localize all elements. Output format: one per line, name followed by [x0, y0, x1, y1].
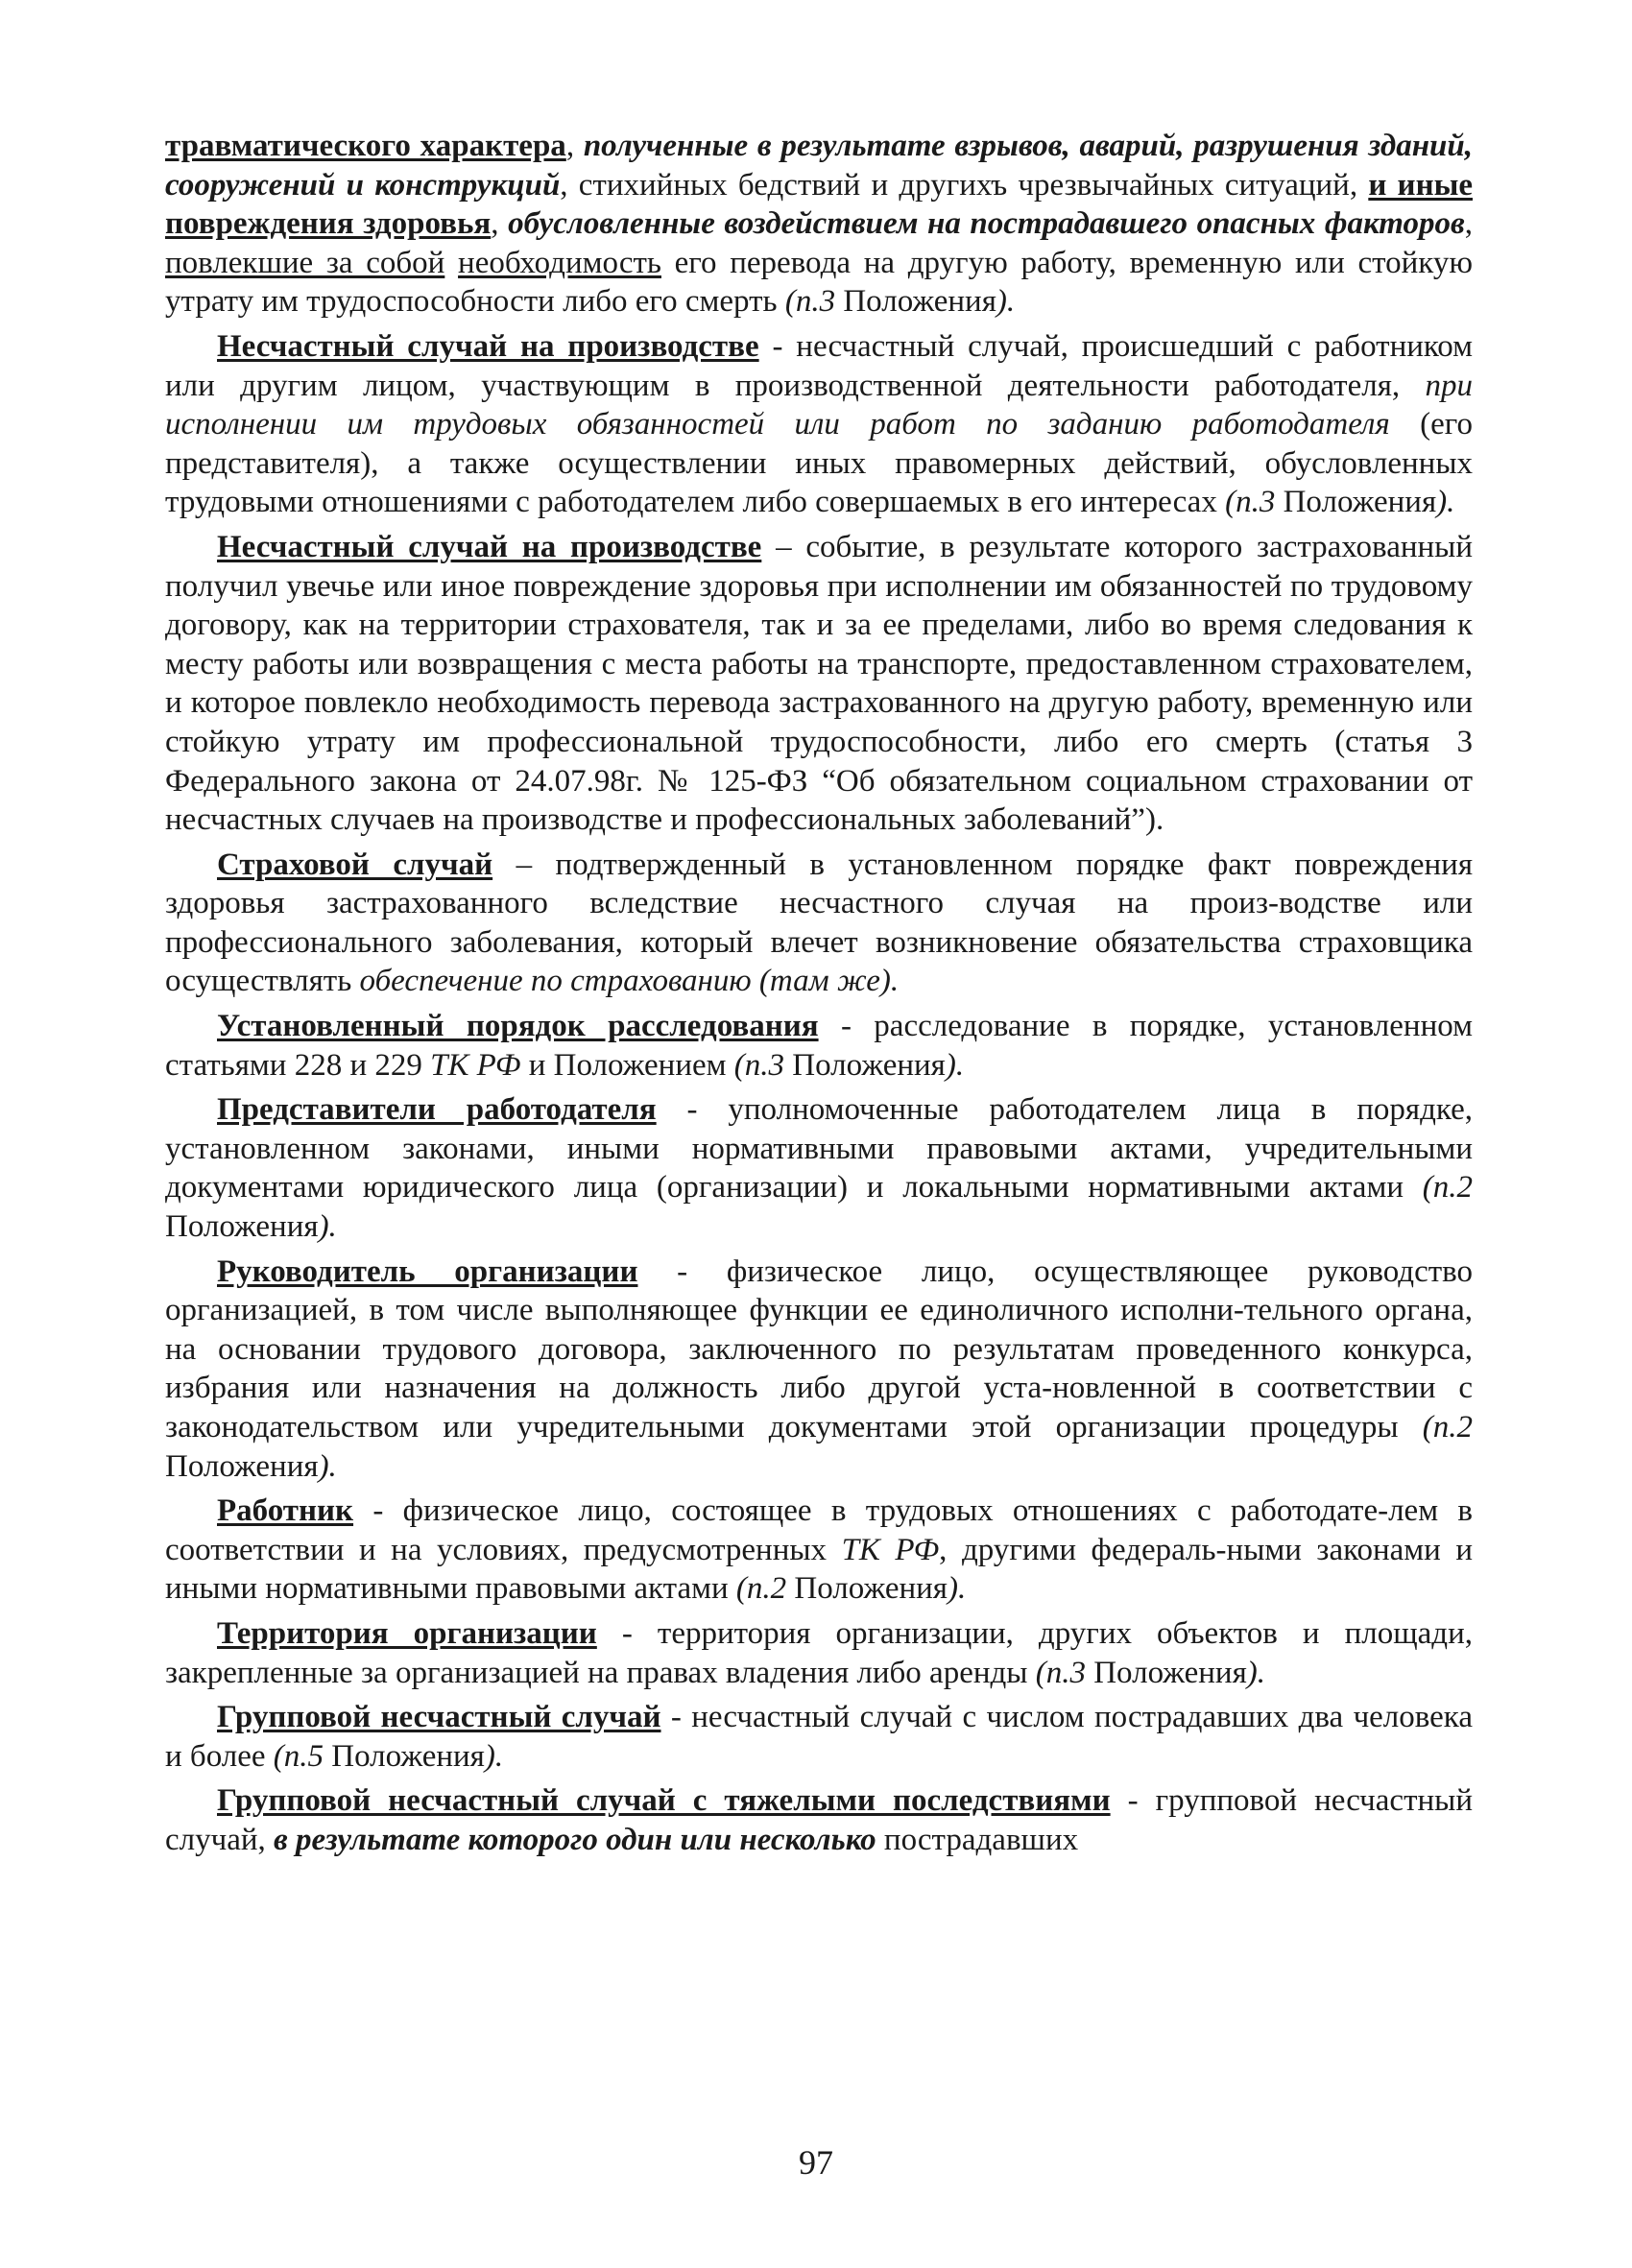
page-number: 97 — [799, 2143, 833, 2182]
term-organization-territory: Территория организации — [217, 1615, 597, 1651]
text-italic: обусловленные воздействием на пострадавшего опасных факторов — [508, 206, 1465, 242]
paragraph-group-accident — [165, 1698, 1473, 1776]
paragraph-accident-at-work — [165, 327, 1473, 522]
text: – подтвержденный в установленном порядке факт повреждения здоровья застрахованного вследствие несчастного случая на произ-водстве или профессионального заболевания, который влечет возникновение обязательства страховщика осуществлять — [165, 847, 1474, 999]
text-italic: обеспечение по страхованию (там же). — [359, 964, 900, 999]
reference-text: Положения — [786, 1571, 948, 1607]
paragraph-accident-at-work-insurance — [165, 528, 1473, 840]
term-accident-at-work: Несчастный случай на производстве — [217, 529, 762, 564]
text: – событие, в результате которого застрахованный получил увечье или иное повреждение здоровья при исполнении им обязанностей по трудовому договору, как на территории страхователя, так и за ее пределами, либо во время следования к месту работы или возвращения с места работы на транспорте, предоставленном страхователем, и которое повлекло необходимость перевода застрахованного на другую работу, временную или стойкую утрату им профессиональной трудоспособности, либо его смерть (статья 3 Федерального закона от 24.07.98г. № 125-ФЗ “Об обязательном социальном страховании от несчастных случаев на производстве и профессиональных заболеваний”). — [165, 529, 1473, 838]
paragraph-organization-head — [165, 1253, 1473, 1487]
text-italic: ТК РФ — [430, 1047, 521, 1083]
text: пострадавших — [876, 1822, 1079, 1857]
text-underlined: необходимость — [458, 245, 661, 280]
text: , другими федераль-ными законами и иными нормативными правовыми актами — [165, 1532, 1474, 1607]
text: и Положением — [520, 1047, 734, 1083]
term-group-accident: Групповой несчастный случай — [217, 1700, 661, 1735]
reference: (п.3 — [1035, 1655, 1086, 1690]
text-italic: полученные в результате взрывов, аварий, разрушения зданий, сооружений и конструкций — [165, 129, 1474, 203]
text-underlined: повлекшие за собой — [165, 245, 445, 280]
text: , стихийных бедствий и другихъ чрезвычайных ситуаций, — [560, 167, 1369, 203]
text: - групповой несчастный случай, — [165, 1783, 1473, 1857]
text: - уполномоченные работодателем лица в порядке, установленном законами, иными нормативными правовыми актами, учредительными документами юридического лица (организации) и локальными нормативными актами — [165, 1092, 1473, 1206]
term-other-injuries: и иные повреждения здоровья — [165, 167, 1473, 242]
reference-text: Положения — [165, 1209, 319, 1245]
reference-text: Положения — [784, 1047, 946, 1083]
text: - физическое лицо, состоящее в трудовых отношениях с работодате-лем в соответствии и на условиях, предусмотренных — [165, 1493, 1473, 1567]
reference: (п.2 — [735, 1571, 787, 1607]
paragraph-group-accident-severe — [165, 1781, 1473, 1859]
reference-text: Положения — [1275, 485, 1437, 520]
term-group-accident-severe: Групповой несчастный случай с тяжелыми последствиями — [217, 1783, 1111, 1819]
reference-text: Положения — [324, 1738, 485, 1774]
term-insured-event: Страховой случай — [217, 847, 493, 882]
document-page — [165, 127, 1473, 1866]
text: - территория организации, других объектов и площади, закрепленные за организацией на правах владения либо аренды — [165, 1615, 1473, 1690]
reference-text: Положения — [835, 284, 996, 320]
text — [444, 246, 458, 280]
reference: (п.3 — [733, 1047, 785, 1083]
reference: (п.2 — [1422, 1170, 1473, 1206]
reference: (п.3 — [1225, 485, 1276, 520]
paragraph-investigation-procedure — [165, 1007, 1473, 1085]
paragraph-employer-representatives — [165, 1090, 1473, 1246]
text: - физическое лицо, осуществляющее руководство организацией, в том числе выполняющее функции ее единоличного исполни-тельного органа, на основании трудового договора, заключенного по результатам проведенного конкурса, избрания или назначения на должность либо другой уста-новленной в соответствии с законодательством или учредительными документами этой организации процедуры — [165, 1253, 1473, 1444]
term-accident-at-work: Несчастный случай на производстве — [217, 328, 759, 364]
term-employer-representatives: Представители работодателя — [217, 1092, 657, 1128]
term-employee: Работник — [217, 1493, 354, 1529]
text: - расследование в порядке, установленном статьями 228 и 229 — [165, 1009, 1474, 1083]
reference-text: Положения — [165, 1448, 319, 1484]
reference-close: ). — [947, 1571, 967, 1607]
text: его перевода на другую работу, временную или стойкую утрату им трудоспособности либо его смерть — [165, 245, 1473, 320]
reference-close: ). — [1246, 1655, 1266, 1690]
text-italic: ТК РФ — [841, 1532, 940, 1567]
reference-close: ). — [484, 1738, 504, 1774]
text: - несчастный случай, происшедший с работником или другим лицом, участвующим в производственной деятельности работодателя, — [165, 328, 1473, 403]
paragraph-employee — [165, 1492, 1473, 1609]
reference-text: Положения — [1085, 1655, 1247, 1690]
reference-close: ). — [318, 1448, 337, 1484]
text: - несчастный случай с числом пострадавших два человека и более — [165, 1700, 1473, 1774]
term-organization-head: Руководитель организации — [217, 1253, 638, 1289]
term-investigation-procedure: Установленный порядок расследования — [217, 1009, 819, 1044]
text: , — [565, 129, 584, 163]
term-traumatic: травматического характера — [165, 129, 566, 163]
reference-close: ). — [945, 1047, 965, 1083]
paragraph-definition-injury — [165, 127, 1473, 322]
text: , — [491, 206, 509, 242]
reference: (п.2 — [1422, 1410, 1473, 1444]
text: , — [1464, 206, 1473, 242]
text-italic: в результате которого один или несколько — [274, 1822, 876, 1857]
reference: (п.5 — [273, 1738, 324, 1774]
paragraph-insured-event — [165, 846, 1473, 1001]
paragraph-organization-territory — [165, 1614, 1473, 1692]
reference-close: ). — [996, 284, 1016, 320]
text-italic: при исполнении им трудовых обязанностей или работ по заданию работодателя — [165, 368, 1473, 442]
reference-close: ). — [1436, 485, 1455, 520]
reference: (п.3 — [784, 284, 836, 320]
reference-close: ). — [318, 1209, 337, 1245]
text: (его представителя), а также осуществлении иных правомерных действий, обусловленных трудовыми отношениями с работодателем либо совершаемых в его интересах — [165, 407, 1473, 520]
